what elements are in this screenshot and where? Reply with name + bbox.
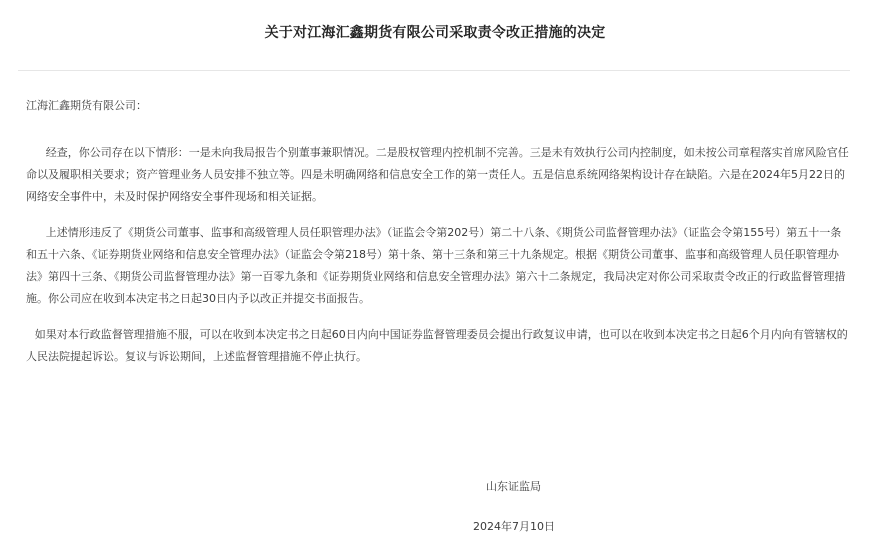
page-title: 关于对江海汇鑫期货有限公司采取责令改正措施的决定 (264, 25, 606, 41)
paragraph-findings: 经查，你公司存在以下情形：一是未向我局报告个别董事兼职情况。二是股权管理内控机制不完善。三是未有效执行公司内控制度，如未按公司章程落实首席风险官任命以及履职相关要求；资产管理业务人员安排不独立等。四是未明确网络和信息安全工作的第一责任人。五是信息系统网络架构设计存在缺陷。六是在2024年5月22日的网络安全事件中，未及时保护网络安全事件现场和相关证据。 (26, 146, 849, 203)
addressee: 江海汇鑫期货有限公司： (26, 99, 147, 112)
issue-date: 2024年7月10日 (473, 520, 555, 533)
paragraph-violations: 上述情形违反了《期货公司董事、监事和高级管理人员任职管理办法》（证监会令第202号）第二十八条、《期货公司监督管理办法》（证监会令第155号）第五十一条和五十六条、《证券期货业网络和信息安全管理办法》（证监会令第218号）第十条、第十三条和第三十九条规定。根据《期货公司董事、监事和高级管理人员任职管理办法》第四十三条、《期货公司监督管理办法》第一百零九条和《证券期货业网络和信息安全管理办法》第六十二条规定，我局决定对你公司采取责令改正的行政监督管理措施。你公司应在收到本决定书之日起30日内予以改正并提交书面报告。 (26, 226, 846, 305)
document-body (26, 95, 852, 368)
paragraph-appeal-rights: 如果对本行政监督管理措施不服，可以在收到本决定书之日起60日内向中国证券监督管理委员会提出行政复议申请，也可以在收到本决定书之日起6个月内向有管辖权的人民法院提起诉讼。复议与诉讼期间，上述监督管理措施不停止执行。 (26, 328, 848, 363)
issuer-signature: 山东证监局 (486, 480, 541, 493)
title-divider (18, 70, 850, 71)
